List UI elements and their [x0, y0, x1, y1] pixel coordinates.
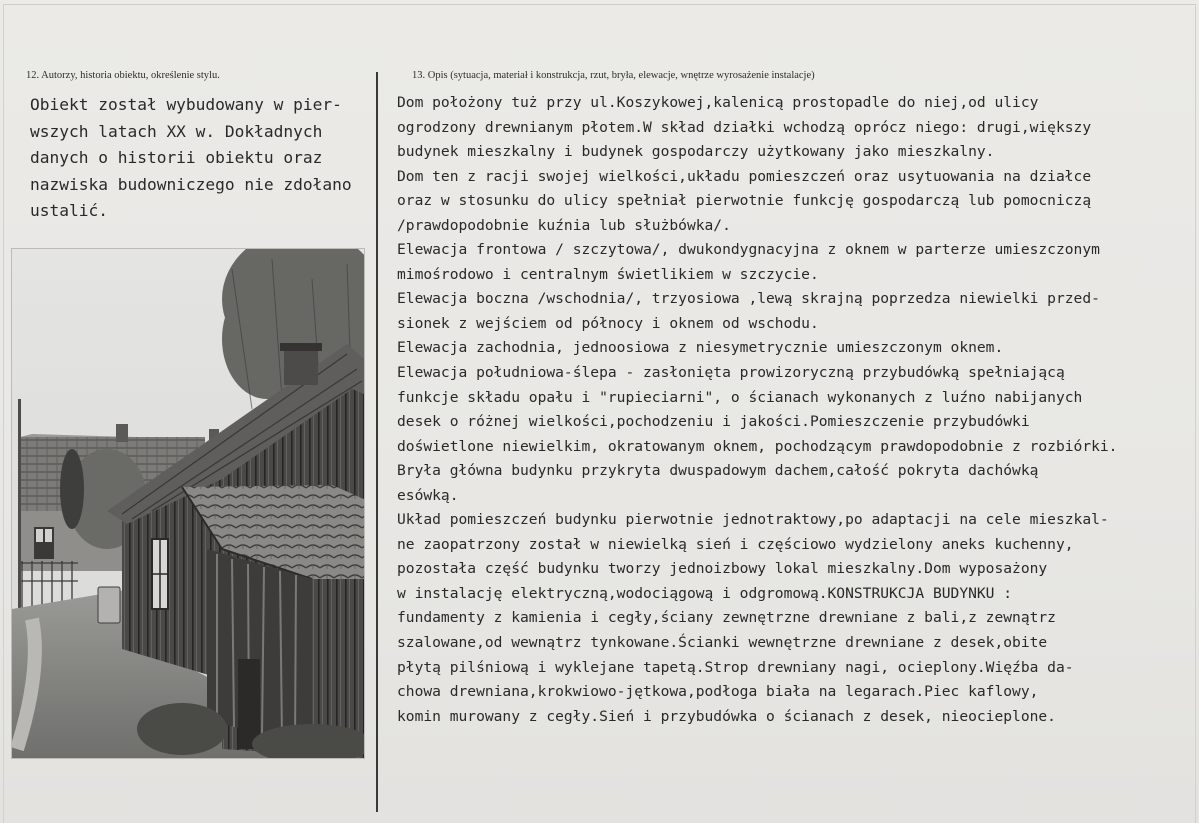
text-line: Elewacja zachodnia, jednoosiowa z niesymetrycznie umieszczonym oknem. — [397, 339, 1004, 357]
text-line: Układ pomieszczeń budynku pierwotnie jednotraktowy,po adaptacji na cele mieszkal- — [397, 511, 1109, 529]
text-line: desek o różnej wielkości,pochodzeniu i jakości.Pomieszczenie przybudówki — [397, 413, 1030, 431]
text-line: sionek z wejściem od północy i oknem od wschodu. — [397, 314, 819, 332]
text-line: pozostała część budynku tworzy jednoizbowy lokal mieszkalny.Dom wyposażony — [397, 560, 1048, 578]
text-line: Obiekt został wybudowany w pier- — [30, 95, 342, 114]
text-line: Bryła główna budynku przykryta dwuspadowym dachem,całość pokryta dachówką — [397, 462, 1039, 480]
text-line: Dom położony tuż przy ul.Koszykowej,kalenicą prostopadle do niej,od ulicy — [397, 94, 1039, 111]
section-13-text — [397, 91, 1187, 729]
text-line: ustalić. — [30, 201, 108, 220]
text-line: nazwiska budowniczego nie zdołano — [30, 174, 352, 194]
sheet-border-top — [3, 4, 1196, 5]
text-line: /prawdopodobnie kuźnia lub służbówka/. — [397, 216, 731, 234]
building-photo — [12, 249, 364, 758]
text-line: chowa drewniana,krokwiowo-jętkowa,podłoga biała na legarach.Piec kaflowy, — [397, 683, 1039, 701]
text-line: danych o historii obiektu oraz — [30, 148, 323, 167]
text-line: funkcje składu opału i "rupieciarni", o ścianach wykonanych z luźno nabijanych — [397, 388, 1083, 406]
text-line: Elewacja frontowa / szczytowa/, dwukondygnacyjna z oknem w parterze umieszczonym — [397, 241, 1100, 259]
text-line: w instalację elektryczną,wodociągową i odgromową.KONSTRUKCJA BUDYNKU : — [397, 584, 1013, 602]
text-line: mimośrodowo i centralnym świetlikiem w szczycie. — [397, 265, 819, 283]
text-line: Elewacja południowa-ślepa - zasłonięta prowizoryczną przybudówką spełniającą — [397, 364, 1065, 382]
text-line: Elewacja boczna /wschodnia/, trzyosiowa ,lewą skrajną poprzedza niewielki przed- — [397, 290, 1100, 308]
sheet-border-left — [3, 4, 4, 823]
column-divider — [376, 72, 378, 812]
text-line: wszych latach XX w. Dokładnych — [30, 121, 323, 141]
text-line: budynek mieszkalny i budynek gospodarczy użytkowany jako mieszkalny. — [397, 143, 995, 161]
text-line: ogrodzony drewnianym płotem.W skład działki wchodzą oprócz niego: drugi,większy — [397, 118, 1092, 136]
section-13-header: 13. Opis (sytuacja, materiał i konstrukcja, rzut, bryła, elewacje, wnętrze wyrosażenie instalacje) — [412, 70, 815, 81]
sheet-border-right — [1195, 4, 1196, 823]
section-12-header: 12. Autorzy, historia obiektu, określenie stylu. — [26, 70, 220, 81]
text-line: doświetlone niewielkim, okratowanym oknem, pochodzącym prawdopodobnie z rozbiórki. — [397, 437, 1118, 455]
text-line: Dom ten z racji swojej wielkości,układu pomieszczeń oraz usytuowania na działce — [397, 167, 1092, 185]
text-line: esówką. — [397, 486, 459, 504]
text-line: ne zaopatrzony został w niewielką sień i częściowo wydzielony aneks kuchenny, — [397, 535, 1074, 553]
text-line: komin murowany z cegły.Sień i przybudówka o ścianach z desek, nieocieplone. — [397, 707, 1056, 725]
section-12-text — [30, 92, 370, 225]
text-line: oraz w stosunku do ulicy spełniał pierwotnie funkcję gospodarczą lub pomocniczą — [397, 192, 1092, 210]
text-line: płytą pilśniową i wyklejane tapetą.Strop drewniany nagi, ocieplony.Więźba da- — [397, 658, 1074, 676]
text-line: szalowane,od wewnątrz tynkowane.Ścianki wewnętrzne drewniane z desek,obite — [397, 634, 1048, 652]
text-line: fundamenty z kamienia i cegły,ściany zewnętrzne drewniane z bali,z zewnątrz — [397, 609, 1056, 627]
